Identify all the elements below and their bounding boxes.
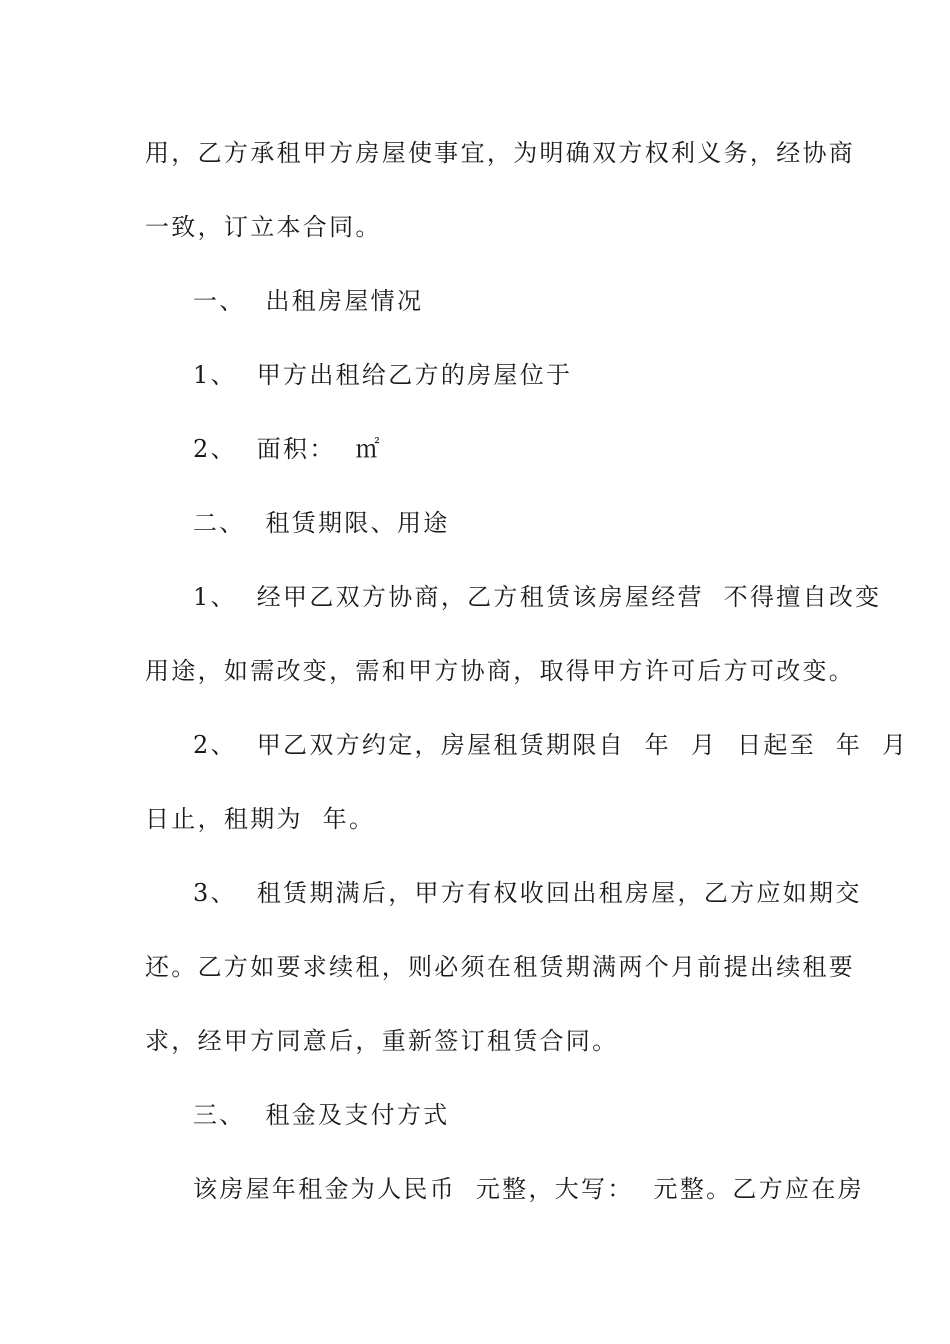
text-line: 还。乙方如要求续租，则必须在租赁期满两个月前提出续租要 <box>145 953 856 981</box>
text-line: 该房屋年租金为人民币 元整，大写： 元整。乙方应在房 <box>193 1175 864 1203</box>
text-line: 1、 甲方出租给乙方的房屋位于 <box>193 361 573 389</box>
text-line: 日止，租期为 年。 <box>145 805 376 833</box>
text-line: 求，经甲方同意后，重新签订租赁合同。 <box>145 1027 619 1055</box>
section-heading: 一、 出租房屋情况 <box>193 287 424 315</box>
text-line: 3、 租赁期满后，甲方有权收回出租房屋，乙方应如期交 <box>193 879 862 907</box>
text-line: 1、 经甲乙双方协商，乙方租赁该房屋经营 不得擅自改变 <box>193 583 882 611</box>
text-line: 2、 甲乙双方约定，房屋租赁期限自 年 月 日起至 年 月 <box>193 731 909 759</box>
text-line: 用，乙方承租甲方房屋使事宜，为明确双方权利义务，经协商 <box>145 139 856 167</box>
section-heading: 三、 租金及支付方式 <box>193 1101 450 1129</box>
section-heading: 二、 租赁期限、用途 <box>193 509 450 537</box>
text-line: 用途，如需改变，需和甲方协商，取得甲方许可后方可改变。 <box>145 657 856 685</box>
text-line: 2、 面积： ㎡ <box>193 435 382 463</box>
text-line: 一致，订立本合同。 <box>145 213 382 241</box>
